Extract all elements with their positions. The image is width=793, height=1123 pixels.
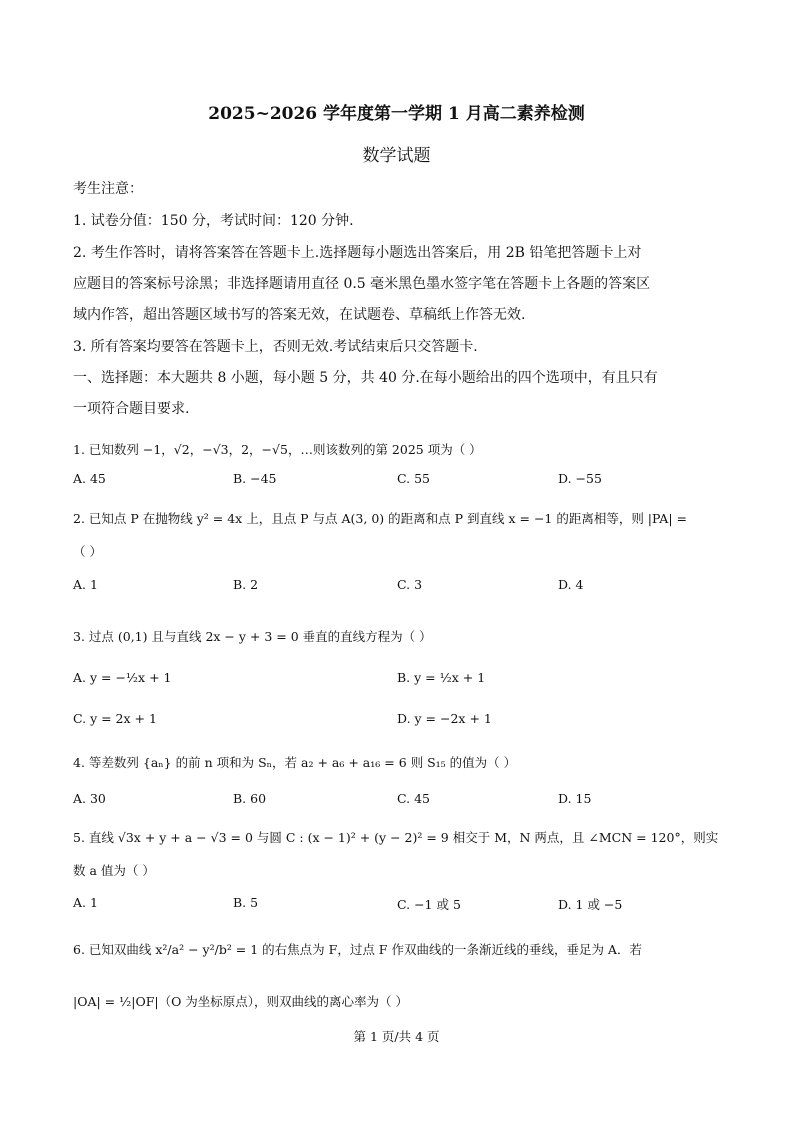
question-3-option-a: A. y = −½x + 1 [73, 670, 172, 685]
notice-heading: 考生注意： [73, 181, 143, 197]
notice-item-2-line-2: 应题目的答案标号涂黑；非选择题请用直径 0.5 毫米黑色墨水签字笔在答题卡上各题的答案区 [73, 276, 651, 292]
notice-item-1: 1. 试卷分值：150 分，考试时间：120 分钟. [73, 213, 354, 229]
exam-subtitle: 数学试题 [362, 146, 431, 166]
question-6-stem-line-2: |OA| = ½|OF|（O 为坐标原点），则双曲线的离心率为（ ） [73, 994, 409, 1009]
question-1-option-a: A. 45 [73, 471, 106, 486]
question-2-option-a: A. 1 [73, 577, 98, 592]
notice-item-2-line-1: 2. 考生作答时，请将答案答在答题卡上.选择题每小题选出答案后，用 2B 铅笔把答题卡上对 [73, 245, 642, 261]
question-3-option-b: B. y = ½x + 1 [397, 670, 486, 685]
question-5-option-c: C. −1 或 5 [397, 897, 461, 912]
question-4-option-b: B. 60 [233, 791, 267, 806]
question-2-option-c: C. 3 [397, 577, 423, 592]
question-4-option-c: C. 45 [397, 791, 430, 806]
question-5-option-d: D. 1 或 −5 [558, 897, 623, 912]
question-2-stem-line-2: （ ） [73, 544, 102, 559]
question-1-stem: 1. 已知数列 −1，√2，−√3，2，−√5，…则该数列的第 2025 项为（ ） [73, 442, 482, 457]
question-2-stem-line-1: 2. 已知点 P 在抛物线 y² = 4x 上，且点 P 与点 A(3, 0) 的距离和点 P 到直线 x = −1 的距离相等，则 |PA| = [73, 511, 687, 526]
question-2-option-b: B. 2 [233, 577, 259, 592]
question-6-stem-line-1: 6. 已知双曲线 x²/a² − y²/b² = 1 的右焦点为 F，过点 F 作双曲线的一条渐近线的垂线，垂足为 A．若 [73, 942, 642, 957]
question-1-option-c: C. 55 [397, 471, 430, 486]
question-4-stem: 4. 等差数列 {aₙ} 的前 n 项和为 Sₙ，若 a₂ + a₆ + a₁₆ = 6 则 S₁₅ 的值为（ ） [73, 755, 517, 770]
page-footer: 第 1 页/共 4 页 [353, 1029, 440, 1044]
question-3-option-c: C. y = 2x + 1 [73, 711, 157, 726]
section-heading-line-1: 一、选择题：本大题共 8 小题，每小题 5 分，共 40 分.在每小题给出的四个选项中，有且只有 [73, 370, 658, 386]
question-1-option-d: D. −55 [558, 471, 602, 486]
question-1-option-b: B. −45 [233, 471, 277, 486]
question-5-stem-line-1: 5. 直线 √3x + y + a − √3 = 0 与圆 C : (x − 1)² + (y − 2)² = 9 相交于 M，N 两点，且 ∠MCN = 120°，则实 [73, 830, 719, 845]
notice-item-2-line-3: 域内作答，超出答题区域书写的答案无效，在试题卷、草稿纸上作答无效. [73, 307, 526, 323]
question-3-stem: 3. 过点 (0,1) 且与直线 2x − y + 3 = 0 垂直的直线方程为（ ） [73, 629, 432, 644]
question-5-option-a: A. 1 [73, 895, 98, 910]
question-5-option-b: B. 5 [233, 895, 259, 910]
question-4-option-a: A. 30 [73, 791, 106, 806]
question-2-option-d: D. 4 [558, 577, 584, 592]
question-4-option-d: D. 15 [558, 791, 592, 806]
exam-title: 2025~2026 学年度第一学期 1 月高二素养检测 [208, 104, 585, 124]
notice-item-3: 3. 所有答案均要答在答题卡上，否则无效.考试结束后只交答题卡. [73, 339, 478, 355]
question-5-stem-line-2: 数 a 值为（ ） [73, 863, 155, 878]
section-heading-line-2: 一项符合题目要求. [73, 401, 190, 417]
question-3-option-d: D. y = −2x + 1 [397, 711, 492, 726]
